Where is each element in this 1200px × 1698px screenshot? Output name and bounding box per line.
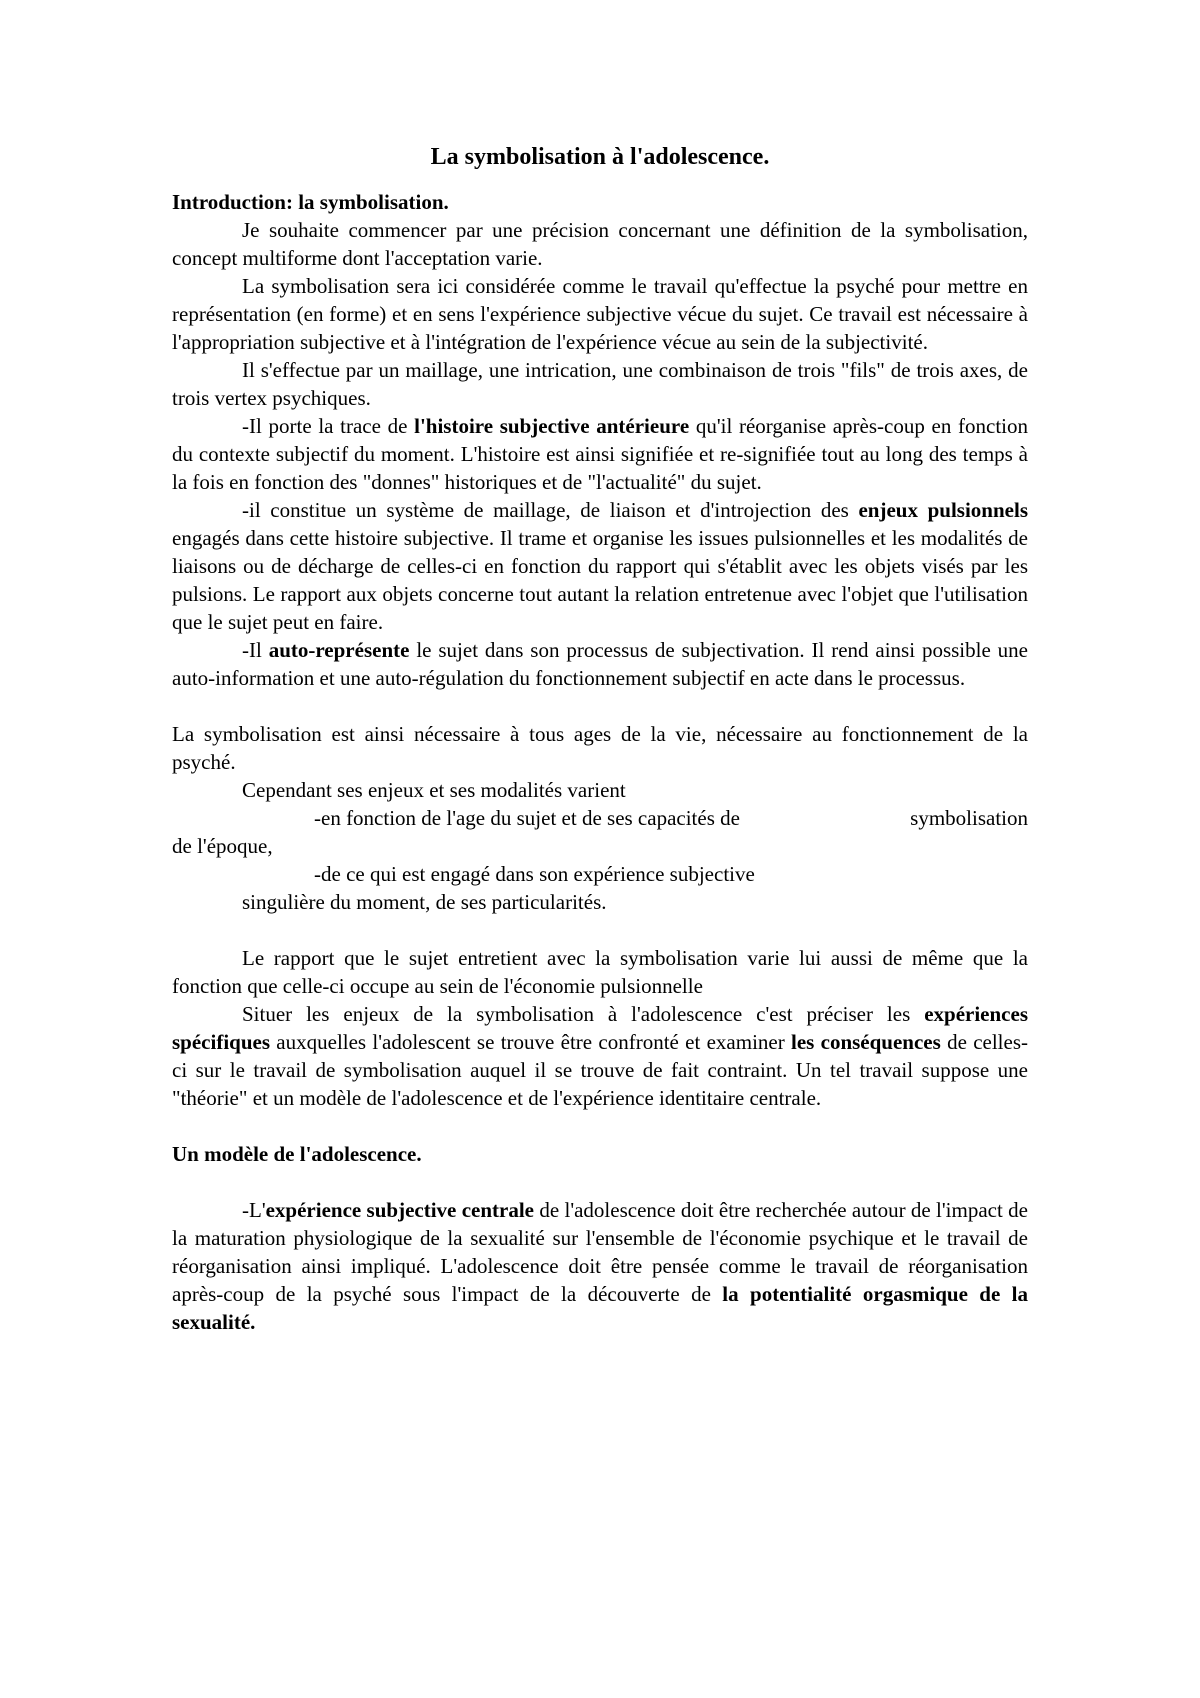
paragraph-10-line: -de ce qui est engagé dans son expérience subjective (314, 862, 755, 886)
paragraph-12-text-a: Situer les enjeux de la symbolisation à l'adolescence c'est préciser les (242, 1002, 925, 1026)
paragraph-12-text-e: de celles-ci sur le travail de symbolisation auquel il se trouve de fait contraint. Un tel travail suppose une "théorie" et un modèle de l'adolescence et de l'expérience identitaire centrale. (172, 1030, 1028, 1110)
spacer (172, 916, 1028, 944)
paragraph-1: Je souhaite commencer par une précision concernant une définition de la symbolisation, concept multiforme dont l'acceptation varie. (172, 218, 1028, 270)
paragraph-4 (172, 412, 1028, 496)
paragraph-5-text-c: engagés dans cette histoire subjective. Il trame et organise les issues pulsionnelles et les modalités de liaisons ou de décharge de celles-ci en fonction du rapport qui s'établit avec les objets visés par les pulsions. Le rapport aux objets concerne tout autant la relation entretenue avec l'objet que l'utilisation que le sujet peut en faire. (172, 526, 1028, 634)
paragraph-9-text-b: symbolisation (910, 806, 1028, 830)
intro-heading: Introduction: la symbolisation. (172, 190, 449, 214)
paragraph-6-text-a: -Il (242, 638, 269, 662)
paragraph-12-text-c: auxquelles l'adolescent se trouve être confronté et examiner (270, 1030, 792, 1054)
paragraph-13-bold-1: expérience subjective centrale (265, 1198, 534, 1222)
paragraph-6-bold: auto-représente (268, 638, 410, 662)
paragraph-5-text-a: -il constitue un système de maillage, de liaison et d'introjection des (242, 498, 859, 522)
paragraph-4-text-a: -Il porte la trace de (242, 414, 415, 438)
paragraph-9-text-a: -en fonction de l'age du sujet et de ses capacités de (314, 806, 740, 830)
paragraph-8: Cependant ses enjeux et ses modalités varient (242, 778, 626, 802)
paragraph-2: La symbolisation sera ici considérée comme le travail qu'effectue la psyché pour mettre en représentation (en forme) et en sens l'expérience subjective vécue du sujet. Ce travail est nécessaire à l'appropriation subjective et à l'intégration de l'expérience vécue au sein de la subjectivité. (172, 274, 1028, 354)
paragraph-5 (172, 496, 1028, 636)
document-title: La symbolisation à l'adolescence. (430, 144, 770, 170)
paragraph-9-continuation: de l'époque, (172, 834, 273, 858)
paragraph-12-bold-1: expériences spécifiques (172, 1002, 1028, 1054)
paragraph-6-text-c: le sujet dans son processus de subjectivation. Il rend ainsi possible une auto-information et une auto-régulation du fonctionnement subjectif en acte dans le processus. (172, 638, 1028, 690)
paragraph-13-bold-2: la potentialité orgasmique de la sexualité. (172, 1282, 1028, 1334)
paragraph-11: Le rapport que le sujet entretient avec la symbolisation varie lui aussi de même que la fonction que celle-ci occupe au sein de l'économie pulsionnelle (172, 946, 1028, 998)
document-body (172, 188, 1028, 1336)
paragraph-6 (172, 636, 1028, 692)
paragraph-4-text-c: qu'il réorganise après-coup en fonction du contexte subjectif du moment. L'histoire est ainsi signifiée et re-signifiée tout au long des temps à la fois en fonction des "donnes" historiques et de "l'actualité" du sujet. (172, 414, 1028, 494)
paragraph-3: Il s'effectue par un maillage, une intrication, une combinaison de trois "fils" de trois axes, de trois vertex psychiques. (172, 358, 1028, 410)
paragraph-13 (172, 1196, 1028, 1336)
paragraph-10-continuation: singulière du moment, de ses particularités. (242, 890, 607, 914)
spacer (172, 692, 1028, 720)
paragraph-7: La symbolisation est ainsi nécessaire à tous ages de la vie, nécessaire au fonctionnement de la psyché. (172, 722, 1028, 774)
paragraph-13-text-a: -L' (242, 1198, 266, 1222)
model-heading: Un modèle de l'adolescence. (172, 1142, 422, 1166)
paragraph-12 (172, 1000, 1028, 1112)
spacer (172, 1168, 1028, 1196)
paragraph-13-text-c: de l'adolescence doit être recherchée autour de l'impact de la maturation physiologique de la sexualité sur l'ensemble de l'économie psychique et le travail de réorganisation ainsi impliqué. L'adolescence doit être pensée comme le travail de réorganisation après-coup de la psyché sous l'impact de la découverte de (172, 1198, 1028, 1306)
paragraph-12-bold-2: les conséquences (791, 1030, 941, 1054)
spacer (172, 1112, 1028, 1140)
paragraph-9-line (172, 804, 1028, 832)
paragraph-4-bold: l'histoire subjective antérieure (414, 414, 690, 438)
paragraph-5-bold: enjeux pulsionnels (858, 498, 1028, 522)
